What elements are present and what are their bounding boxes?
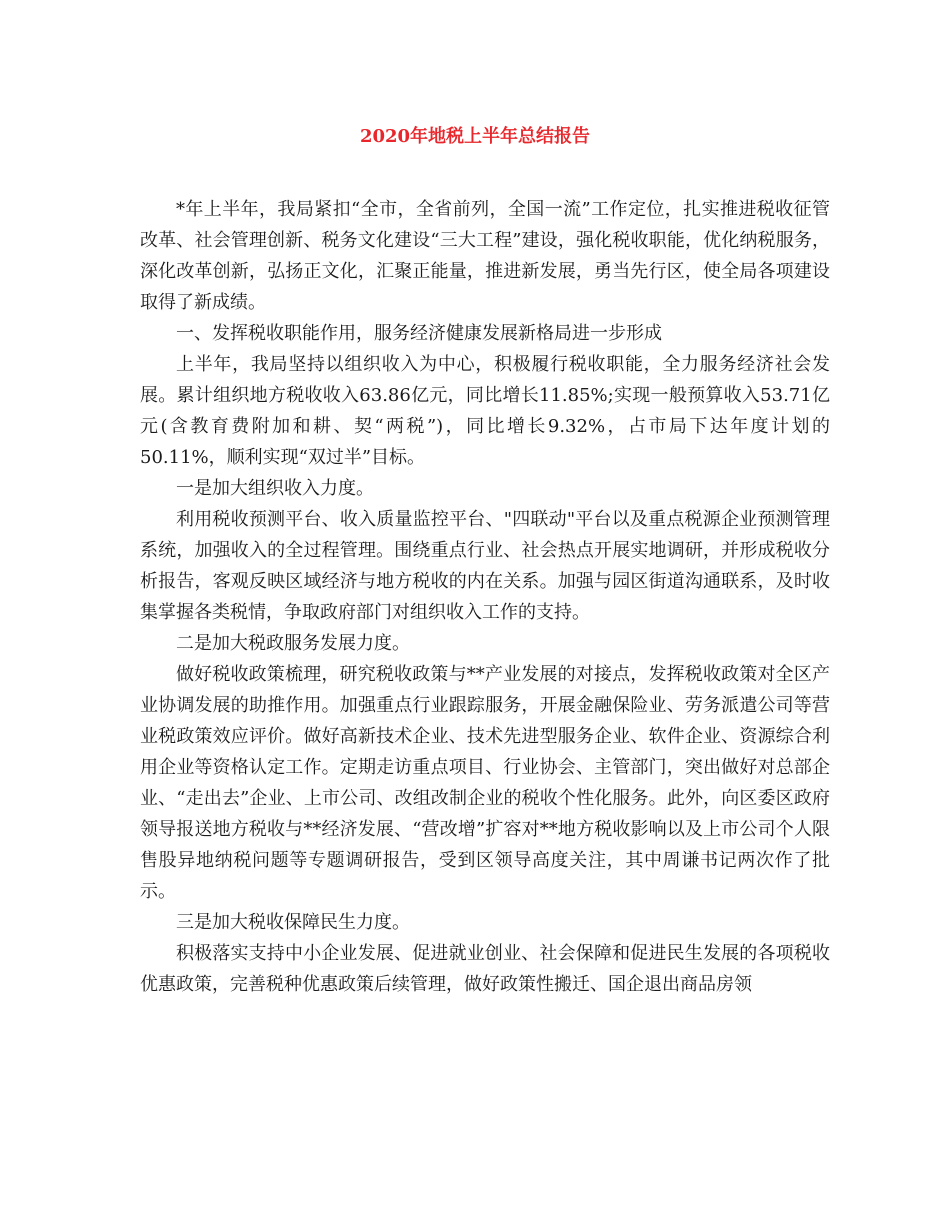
body-paragraph: 积极落实支持中小企业发展、促进就业创业、社会保障和促进民生发展的各项税收优惠政策，完善税种优惠政策后续管理，做好政策性搬迁、国企退出商品房领 — [140, 943, 830, 995]
section-heading: 一、发挥税收职能作用，服务经济健康发展新格局进一步形成 — [176, 323, 662, 344]
document-body — [140, 194, 830, 1000]
body-paragraph: 利用税收预测平台、收入质量监控平台、"四联动"平台以及重点税源企业预测管理系统，加强收入的全过程管理。围绕重点行业、社会热点开展实地调研，并形成税收分析报告，客观反映区域经济与地方税收的内在关系。加强与园区街道沟通联系，及时收集掌握各类税情，争取政府部门对组织收入工作的支持。 — [140, 509, 830, 623]
subsection-heading: 三是加大税收保障民生力度。 — [176, 912, 410, 933]
body-paragraph: 上半年，我局坚持以组织收入为中心，积极履行税收职能，全力服务经济社会发展。累计组织地方税收收入63.86亿元，同比增长11.85%;实现一般预算收入53.71亿元(含教育费附加和耕、契“两税”)，同比增长9.32%，占市局下达年度计划的50.11%，顺利实现“双过半”目标。 — [140, 354, 830, 468]
body-paragraph: 做好税收政策梳理，研究税收政策与**产业发展的对接点，发挥税收政策对全区产业协调发展的助推作用。加强重点行业跟踪服务，开展金融保险业、劳务派遣公司等营业税政策效应评价。做好高新技术企业、技术先进型服务企业、软件企业、资源综合利用企业等资格认定工作。定期走访重点项目、行业协会、主管部门，突出做好对总部企业、“走出去”企业、上市公司、改组改制企业的税收个性化服务。此外，向区委区政府领导报送地方税收与**经济发展、“营改增”扩容对**地方税收影响以及上市公司个人限售股异地纳税问题等专题调研报告，受到区领导高度关注，其中周谦书记两次作了批示。 — [140, 664, 830, 902]
document-title: 2020年地税上半年总结报告 — [359, 126, 591, 147]
subsection-heading: 二是加大税政服务发展力度。 — [176, 633, 410, 654]
subsection-heading: 一是加大组织收入力度。 — [176, 478, 374, 499]
intro-paragraph: *年上半年，我局紧扣“全市，全省前列，全国一流”工作定位，扎实推进税收征管改革、社会管理创新、税务文化建设“三大工程”建设，强化税收职能，优化纳税服务，深化改革创新，弘扬正文化，汇聚正能量，推进新发展，勇当先行区，使全局各项建设取得了新成绩。 — [140, 199, 830, 313]
